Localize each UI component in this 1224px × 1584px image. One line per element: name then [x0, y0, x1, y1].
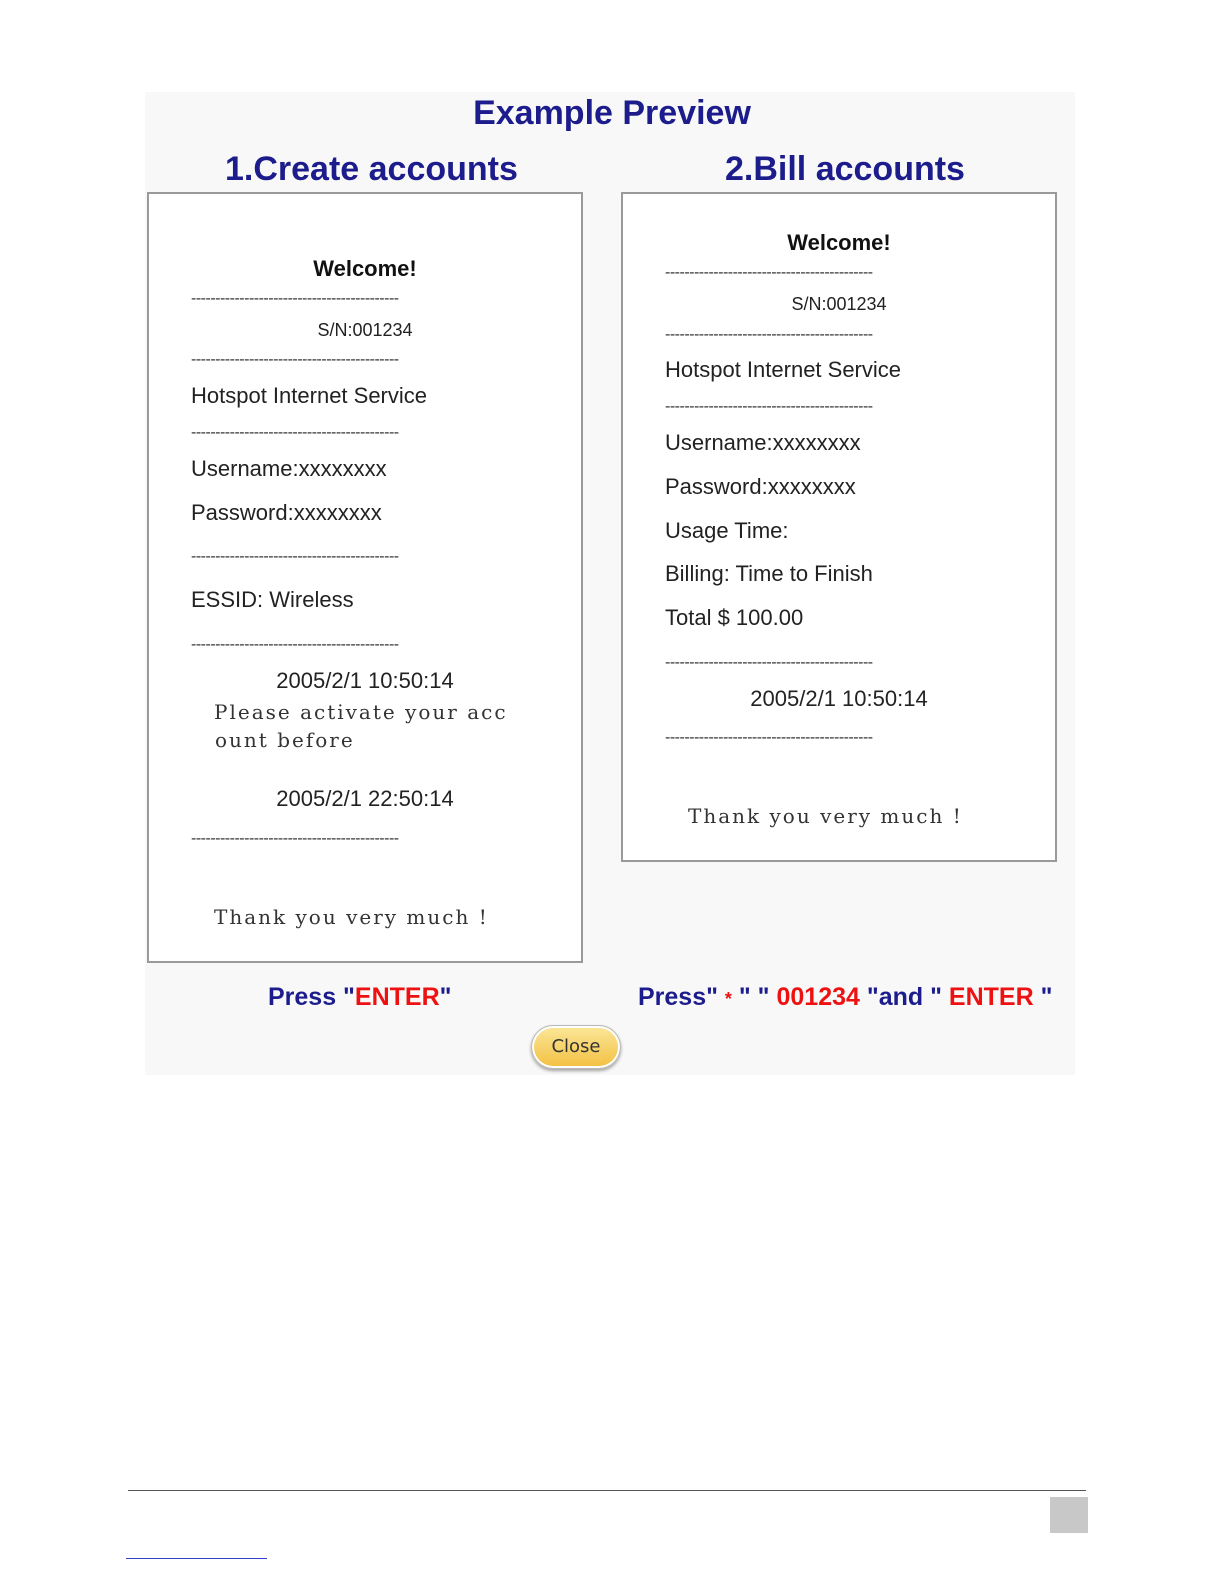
receipt-welcome: Welcome! — [313, 256, 417, 281]
page-title: Example Preview — [473, 94, 751, 132]
receipt-divider: ------------------------------------------- — [191, 424, 399, 441]
receipt-thanks: Thank you very much ! — [214, 905, 489, 929]
bill-accounts-instruction — [638, 983, 1052, 1012]
close-button[interactable]: Close — [531, 1025, 621, 1069]
instruction-press: Press" — [638, 983, 725, 1011]
receipt-end-datetime: 2005/2/1 22:50:14 — [276, 786, 454, 811]
receipt-divider: ------------------------------------------- — [665, 326, 873, 343]
receipt-welcome: Welcome! — [787, 230, 891, 255]
instruction-and: "and " — [859, 983, 949, 1011]
bill-accounts-heading: 2.Bill accounts — [725, 150, 965, 188]
receipt-start-datetime: 2005/2/1 10:50:14 — [276, 668, 454, 693]
receipt-service-name: Hotspot Internet Service — [191, 383, 428, 408]
receipt-divider: ------------------------------------------- — [191, 351, 399, 368]
footer-divider — [128, 1490, 1086, 1491]
receipt-essid: ESSID: Wireless — [191, 587, 354, 612]
receipt-activate-notice: Please activate your acc — [214, 700, 508, 724]
instruction-end: " — [439, 983, 452, 1011]
receipt-billing: Billing: Time to Finish — [665, 561, 873, 586]
receipt-divider: ------------------------------------------- — [191, 636, 399, 653]
receipt-total: Total $ 100.00 — [665, 605, 804, 630]
instruction-quote: " " — [731, 983, 777, 1011]
receipt-divider: ------------------------------------------- — [191, 830, 399, 847]
receipt-divider: ------------------------------------------- — [665, 398, 873, 415]
receipt-password: Password:xxxxxxxx — [665, 474, 856, 499]
receipt-divider: ------------------------------------------- — [665, 264, 873, 281]
instruction-end: " — [1033, 983, 1053, 1011]
instruction-press: Press " — [268, 983, 355, 1011]
receipt-divider: ------------------------------------------- — [665, 654, 873, 671]
receipt-serial-number: S/N:001234 — [791, 294, 887, 314]
receipt-username: Username:xxxxxxxx — [665, 430, 861, 455]
bill-accounts-receipt — [621, 192, 1057, 862]
receipt-serial-number: S/N:001234 — [317, 320, 413, 340]
receipt-service-name: Hotspot Internet Service — [665, 357, 902, 382]
receipt-divider: ------------------------------------------- — [665, 729, 873, 746]
page-number-box — [1050, 1497, 1088, 1533]
receipt-password: Password:xxxxxxxx — [191, 500, 382, 525]
instruction-key: ENTER — [354, 983, 440, 1011]
instruction-code: 001234 — [776, 983, 860, 1011]
receipt-datetime: 2005/2/1 10:50:14 — [750, 686, 928, 711]
instruction-star: * — [724, 989, 732, 1009]
receipt-divider: ------------------------------------------- — [191, 548, 399, 565]
create-accounts-heading: 1.Create accounts — [225, 150, 518, 188]
receipt-divider: ------------------------------------------- — [191, 290, 399, 307]
create-accounts-instruction — [268, 983, 452, 1012]
create-accounts-receipt — [147, 192, 583, 963]
receipt-usage-time: Usage Time: — [665, 518, 789, 543]
receipt-username: Username:xxxxxxxx — [191, 456, 387, 481]
receipt-thanks: Thank you very much ! — [688, 804, 963, 828]
footer-link-underline — [126, 1558, 267, 1559]
instruction-key: ENTER — [948, 983, 1034, 1011]
receipt-activate-notice-cont: ount before — [215, 728, 355, 752]
